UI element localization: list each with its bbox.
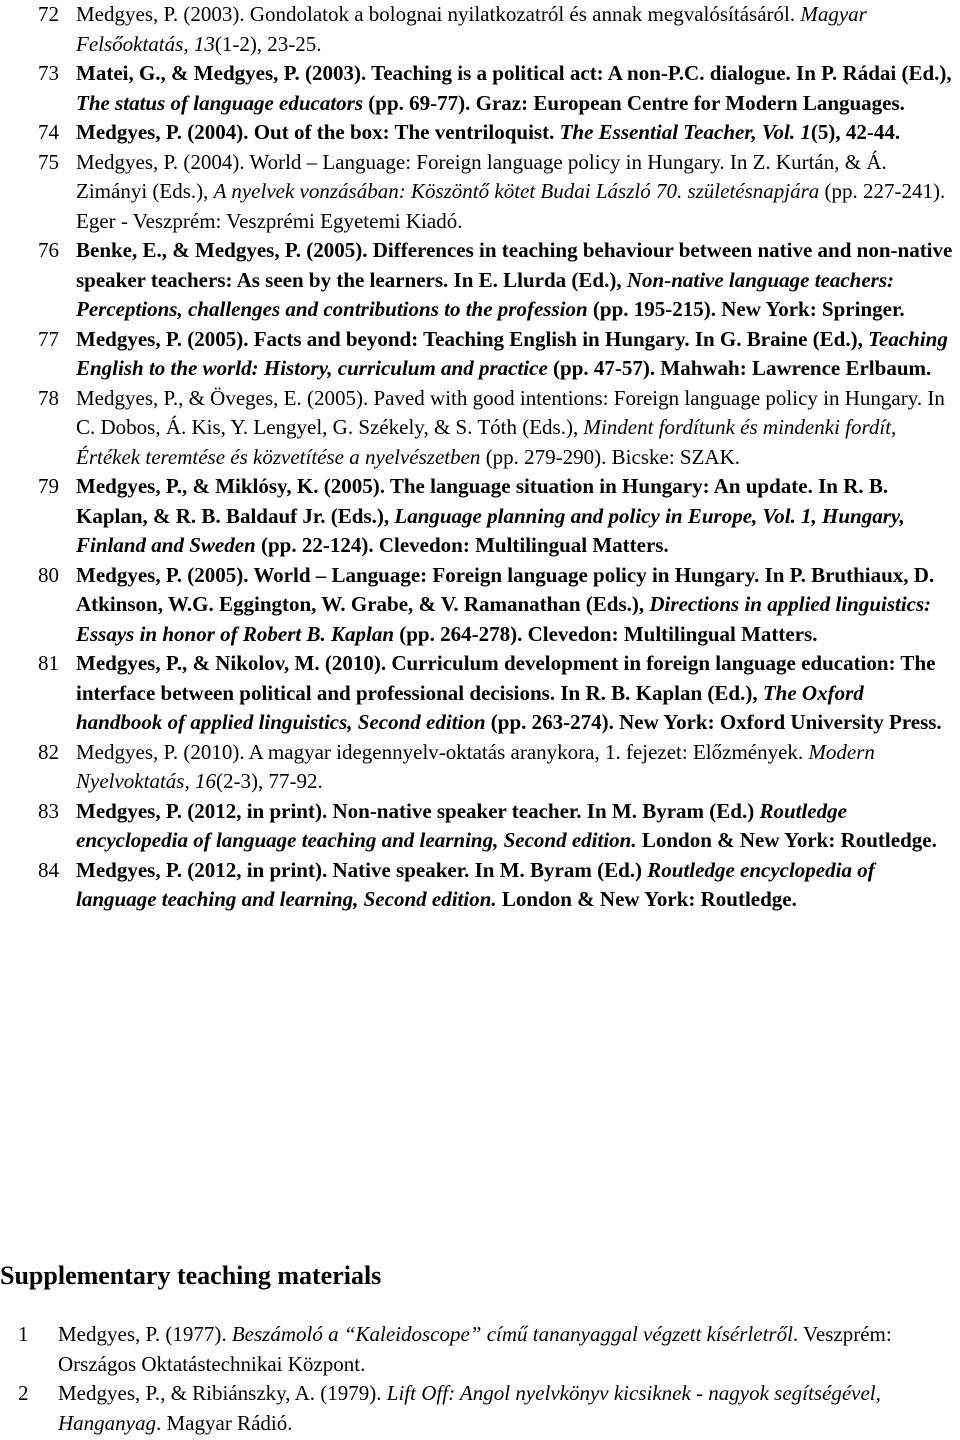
reference-entry [0, 561, 960, 650]
reference-segment: Matei, G., & Medgyes, P. (2003). Teaching is a political act: A non-P.C. dialogue. In P. Rádai (Ed.), [76, 61, 952, 85]
reference-number: 82 [38, 739, 59, 764]
reference-segment: Medgyes, P., & Ribiánszky, A. (1979). [58, 1381, 387, 1405]
reference-segment: Medgyes, P. (2003). Gondolatok a bolognai nyilatkozatról és annak megvalósításáról. [76, 2, 801, 26]
reference-entry [0, 148, 960, 237]
reference-entry [0, 738, 960, 797]
reference-number: 2 [18, 1381, 29, 1405]
reference-text [76, 738, 954, 797]
reference-title: Routledge encyclopedia of language teaching and learning, Second edition. [76, 857, 875, 911]
reference-title: Non-native language teachers: Perceptions, challenges and contributions to the profession [76, 267, 895, 321]
reference-entry [0, 1379, 960, 1438]
reference-segment: Medgyes, P. (2012, in print). Native speaker. In M. Byram (Ed.) [76, 857, 648, 882]
reference-text [76, 325, 954, 384]
reference-entry [0, 649, 960, 738]
reference-text [76, 236, 954, 325]
reference-number: 83 [38, 798, 59, 823]
reference-title: Mindent fordítunk és mindenki fordít, Értékek teremtése és közvetítése a nyelvészetben [76, 415, 897, 469]
reference-segment: . Magyar Rádió. [156, 1410, 293, 1435]
reference-number: 81 [38, 651, 59, 675]
reference-segment: (pp. 227-241). Eger - Veszprém: Veszprémi Egyetemi Kiadó. [76, 179, 946, 233]
reference-segment: London & New York: Routledge. [496, 887, 797, 911]
reference-title: A nyelvek vonzásában: Köszöntő kötet Budai László 70. születésnapjára [213, 179, 820, 203]
reference-entry [0, 384, 960, 473]
reference-segment: (pp. 22-124). Clevedon: Multilingual Matters. [255, 533, 669, 557]
reference-number: 74 [38, 120, 59, 144]
reference-entry [0, 0, 960, 59]
reference-text [76, 561, 954, 650]
reference-segment: Benke, E., & Medgyes, P. (2005). Differences in teaching behaviour between native and non-native speaker teachers: As seen by the learners. In E. Llurda (Ed.), [76, 238, 953, 292]
reference-title: Modern Nyelvoktatás, 16 [76, 739, 875, 793]
reference-segment: (1-2), 23-25. [214, 31, 322, 56]
reference-text [58, 1320, 958, 1379]
reference-segment: Medgyes, P. (2005). World – Language: Foreign language policy in Hungary. In P. Bruthiaux, D. Atkinson, W.G. Eggington, W. Grabe, & V. Ramanathan (Eds.), [76, 562, 935, 616]
reference-entry [0, 1320, 960, 1379]
reference-number: 1 [18, 1322, 29, 1346]
reference-number: 79 [38, 474, 59, 498]
reference-text [76, 649, 954, 738]
reference-number: 73 [38, 61, 59, 85]
reference-segment: . Veszprém: Országos Oktatástechnikai Központ. [58, 1322, 892, 1376]
reference-segment: (pp. 279-290). Bicske: SZAK. [480, 444, 740, 469]
reference-segment: (pp. 195-215). New York: Springer. [587, 297, 905, 321]
reference-text [76, 0, 954, 59]
reference-text [76, 59, 954, 118]
supplementary-list [0, 1320, 960, 1438]
reference-segment: Medgyes, P. (2004). World – Language: Foreign language policy in Hungary. In Z. Kurtán, & Á. Zimányi (Eds.), [76, 149, 887, 203]
reference-number: 77 [38, 326, 59, 351]
reference-text [76, 148, 954, 237]
reference-text [76, 472, 954, 561]
reference-segment: Medgyes, P., & Öveges, E. (2005). Paved with good intentions: Foreign language policy in Hungary. In C. Dobos, Á. Kis, Y. Lengyel, G. Székely, & S. Tóth (Eds.), [76, 385, 945, 439]
reference-segment: Medgyes, P., & Miklósy, K. (2005). The language situation in Hungary: An update. In R. B. Kaplan, & R. B. Baldauf Jr. (Eds.), [76, 474, 889, 528]
reference-entry [0, 236, 960, 325]
reference-segment: (pp. 263-274). New York: Oxford University Press. [485, 710, 942, 734]
reference-text [76, 118, 954, 148]
reference-segment: London & New York: Routledge. [636, 828, 937, 852]
reference-segment: Medgyes, P. (2004). Out of the box: The ventriloquist. [76, 120, 560, 144]
reference-text [76, 797, 954, 856]
reference-segment: Medgyes, P. (1977). [58, 1322, 232, 1346]
reference-segment: Medgyes, P., & Nikolov, M. (2010). Curriculum development in foreign language education: The interface between political and professional decisions. In R. B. Kaplan (Ed.), [76, 651, 936, 705]
reference-title: The Oxford handbook of applied linguistics, Second edition [76, 680, 864, 734]
reference-number: 75 [38, 149, 59, 174]
reference-entry [0, 856, 960, 915]
reference-title: Beszámoló a “Kaleidoscope” című tananyaggal végzett kísérletről [231, 1322, 793, 1346]
reference-title: Lift Off: Angol nyelvkönyv kicsiknek - nagyok segítségével, Hanganyag [58, 1381, 881, 1435]
reference-title: The status of language educators [76, 90, 364, 115]
reference-title: Directions in applied linguistics: Essays in honor of Robert B. Kaplan [76, 592, 932, 646]
reference-segment: Medgyes, P. (2005). Facts and beyond: Teaching English in Hungary. In G. Braine (Ed.), [76, 326, 869, 351]
reference-segment: (pp. 264-278). Clevedon: Multilingual Matters. [394, 621, 818, 646]
reference-title: Routledge encyclopedia of language teaching and learning, Second edition. [76, 798, 847, 852]
reference-entry [0, 472, 960, 561]
reference-number: 78 [38, 385, 59, 410]
reference-title: Magyar Felsőoktatás, 13 [76, 2, 867, 56]
reference-segment: (5), 42-44. [810, 120, 901, 144]
reference-segment: (pp. 69-77). Graz: European Centre for Modern Languages. [363, 90, 905, 115]
section-heading: Supplementary teaching materials [0, 1261, 382, 1290]
reference-entry [0, 797, 960, 856]
reference-title: The Essential Teacher, Vol. 1 [559, 120, 811, 144]
reference-text [58, 1379, 958, 1438]
reference-title: Teaching English to the world: History, curriculum and practice [76, 326, 948, 380]
reference-text [76, 856, 954, 915]
reference-segment: Medgyes, P. (2010). A magyar idegennyelv-oktatás aranykora, 1. fejezet: Előzmények. [76, 739, 809, 764]
reference-entry [0, 59, 960, 118]
reference-segment: Medgyes, P. (2012, in print). Non-native speaker teacher. In M. Byram (Ed.) [76, 798, 760, 823]
reference-number: 80 [38, 562, 59, 587]
reference-title: Language planning and policy in Europe, Vol. 1, Hungary, Finland and Sweden [76, 503, 905, 557]
reference-segment: (pp. 47-57). Mahwah: Lawrence Erlbaum. [547, 356, 932, 380]
reference-number: 84 [38, 857, 59, 882]
reference-text [76, 384, 954, 473]
reference-entry [0, 325, 960, 384]
reference-segment: (2-3), 77-92. [215, 769, 323, 793]
reference-number: 72 [38, 2, 59, 26]
reference-number: 76 [38, 238, 59, 262]
reference-entry [0, 118, 960, 148]
